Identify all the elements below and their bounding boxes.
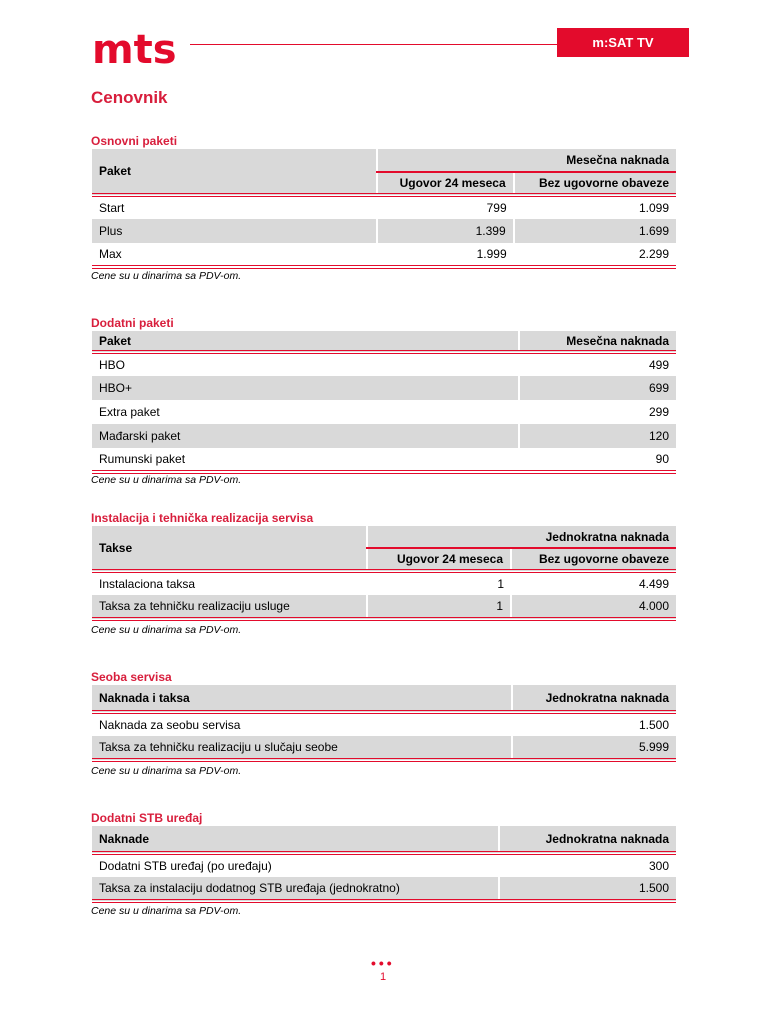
row-price: 90 (519, 448, 676, 472)
price-note: Cene su u dinarima sa PDV-om. (91, 474, 242, 486)
table-seoba (92, 685, 676, 762)
row-value-ugovor: 799 (377, 195, 514, 219)
row-name: Instalaciona taksa (92, 571, 367, 595)
section-title-stb: Dodatni STB uređaj (91, 811, 203, 825)
price-note: Cene su u dinarima sa PDV-om. (91, 270, 242, 282)
row-value-ugovor: 1 (367, 571, 511, 595)
col-header-jednokratna: Jednokratna naknada (512, 685, 676, 712)
row-price: 299 (519, 400, 676, 424)
row-name: Taksa za tehničku realizaciju u slučaju seobe (92, 736, 512, 760)
row-price: 120 (519, 424, 676, 448)
col-header-paket: Paket (92, 149, 377, 195)
row-name: Max (92, 243, 377, 267)
col-header-naknade: Naknade (92, 826, 499, 853)
table-row (92, 243, 676, 267)
row-name: Taksa za tehničku realizaciju usluge (92, 595, 367, 619)
table-dodatni-paketi (92, 331, 676, 474)
row-name: Taksa za instalaciju dodatnog STB uređaja (jednokratno) (92, 877, 499, 901)
table-row (92, 424, 676, 448)
product-badge: m:SAT TV (557, 28, 689, 57)
page-number: 1 (380, 971, 387, 983)
table-row (92, 595, 676, 619)
section-title-seoba: Seoba servisa (91, 670, 172, 684)
row-name: Plus (92, 219, 377, 243)
row-price: 5.999 (512, 736, 676, 760)
mts-logo: mts (92, 27, 177, 73)
row-value-bez: 1.099 (514, 195, 676, 219)
price-note: Cene su u dinarima sa PDV-om. (91, 905, 242, 917)
row-price: 499 (519, 352, 676, 376)
table-row (92, 400, 676, 424)
table-row (92, 571, 676, 595)
col-header-bez-obaveze: Bez ugovorne obaveze (514, 172, 676, 195)
col-header-mesecna: Mesečna naknada (519, 331, 676, 352)
table-row (92, 877, 676, 901)
table-row (92, 195, 676, 219)
col-header-group: Mesečna naknada (377, 149, 676, 172)
col-header-jednokratna: Jednokratna naknada (499, 826, 676, 853)
row-value-ugovor: 1 (367, 595, 511, 619)
row-price: 1.500 (499, 877, 676, 901)
table-row (92, 376, 676, 400)
col-header-group: Jednokratna naknada (367, 526, 676, 548)
col-header-ugovor: Ugovor 24 meseca (367, 548, 511, 571)
section-title-instalacija: Instalacija i tehnička realizacija servisa (91, 511, 314, 525)
footer-dots: ••• (371, 955, 395, 971)
price-note: Cene su u dinarima sa PDV-om. (91, 624, 242, 636)
table-row (92, 219, 676, 243)
table-row (92, 853, 676, 877)
row-name: Start (92, 195, 377, 219)
row-value-ugovor: 1.999 (377, 243, 514, 267)
row-price: 300 (499, 853, 676, 877)
row-value-bez: 2.299 (514, 243, 676, 267)
row-name: Naknada za seobu servisa (92, 712, 512, 736)
col-header-ugovor: Ugovor 24 meseca (377, 172, 514, 195)
col-header-bez-obaveze: Bez ugovorne obaveze (511, 548, 676, 571)
row-value-bez: 4.000 (511, 595, 676, 619)
col-header-naknada-taksa: Naknada i taksa (92, 685, 512, 712)
table-osnovni-paketi (92, 149, 676, 269)
row-name: HBO (92, 352, 519, 376)
col-header-takse: Takse (92, 526, 367, 571)
table-row (92, 736, 676, 760)
price-note: Cene su u dinarima sa PDV-om. (91, 765, 242, 777)
table-row (92, 352, 676, 376)
table-row (92, 448, 676, 472)
table-stb (92, 826, 676, 903)
col-header-paket: Paket (92, 331, 519, 352)
row-name: HBO+ (92, 376, 519, 400)
row-name: Rumunski paket (92, 448, 519, 472)
row-name: Mađarski paket (92, 424, 519, 448)
section-title-dodatni: Dodatni paketi (91, 316, 174, 330)
row-name: Dodatni STB uređaj (po uređaju) (92, 853, 499, 877)
row-price: 1.500 (512, 712, 676, 736)
row-value-bez: 1.699 (514, 219, 676, 243)
header-divider (190, 44, 557, 45)
row-price: 699 (519, 376, 676, 400)
row-name: Extra paket (92, 400, 519, 424)
table-instalacija (92, 526, 676, 621)
section-title-osnovni: Osnovni paketi (91, 134, 178, 148)
row-value-ugovor: 1.399 (377, 219, 514, 243)
page-title: Cenovnik (91, 88, 168, 107)
table-row (92, 712, 676, 736)
row-value-bez: 4.499 (511, 571, 676, 595)
